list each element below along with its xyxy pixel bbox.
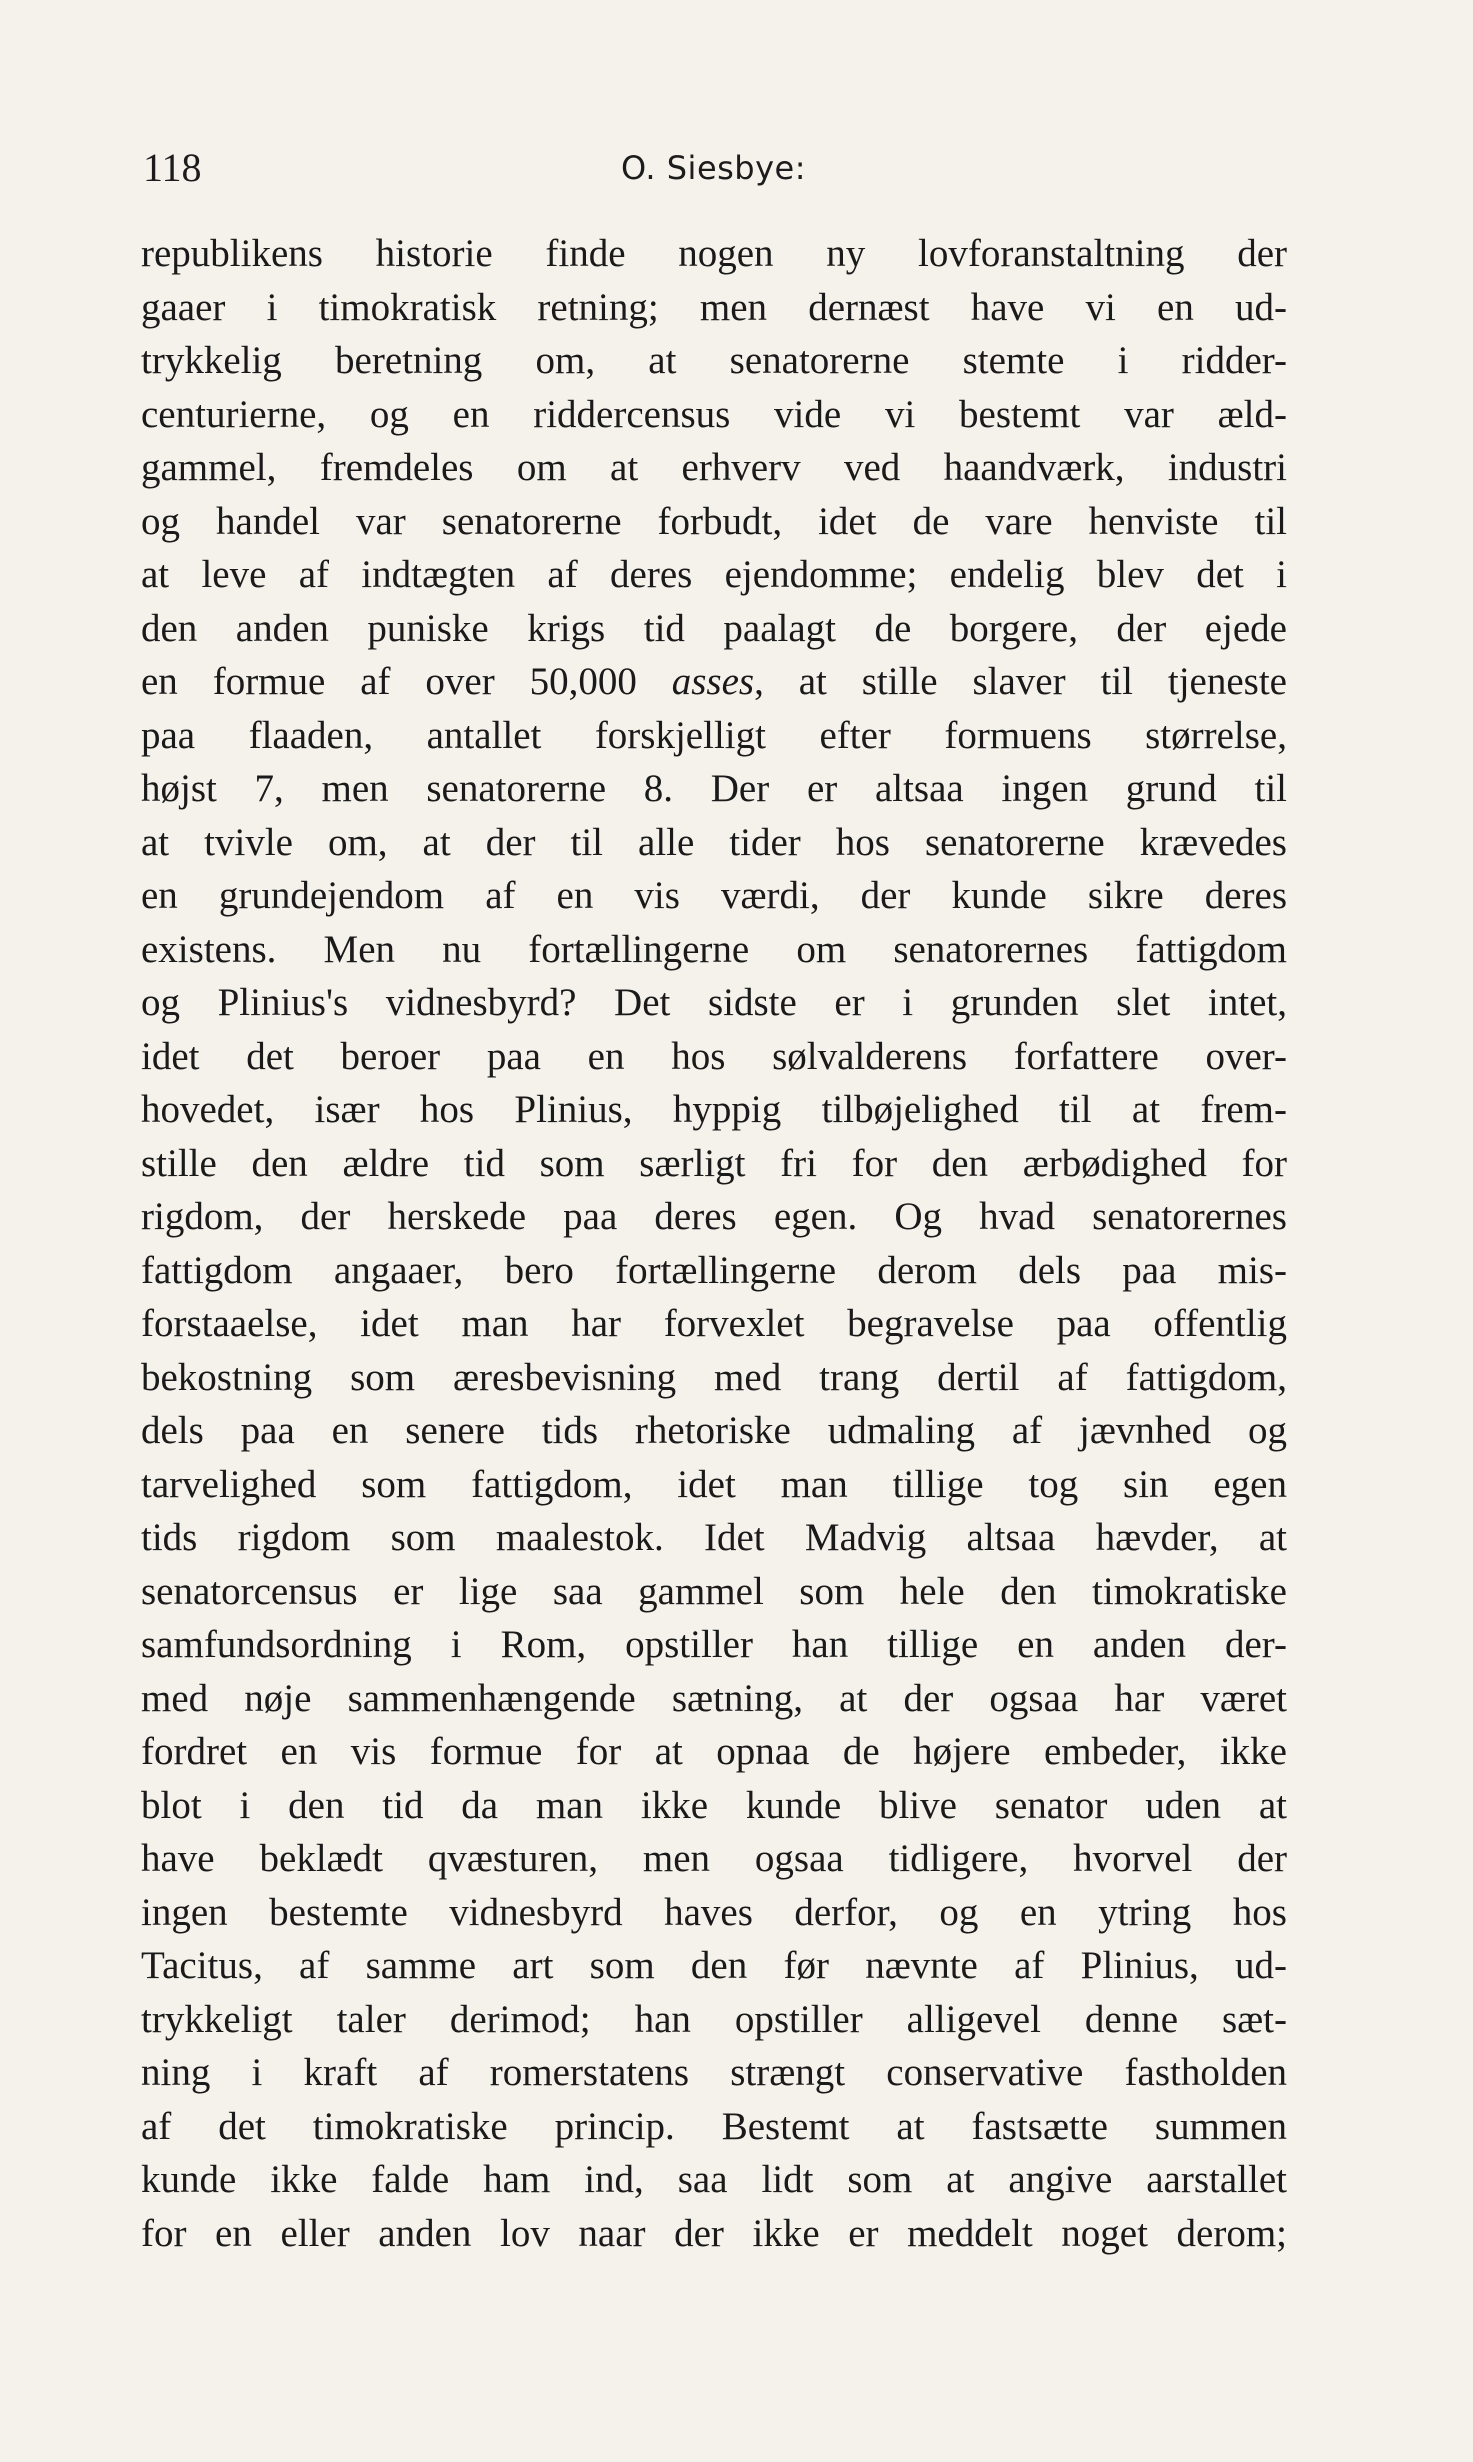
text-line: fattigdom angaaer, bero fortællingerne derom dels paa mis-: [141, 1248, 1287, 1292]
text-line: tids rigdom som maalestok. Idet Madvig altsaa hævder, at: [141, 1516, 1287, 1559]
text-line: samfundsordning i Rom, opstiller han tillige en anden der-: [141, 1623, 1287, 1666]
text-line: blot i den tid da man ikke kunde blive senator uden at: [141, 1783, 1287, 1827]
page-number: 118: [143, 145, 202, 190]
text-line: ingen bestemte vidnesbyrd haves derfor, og en ytring hos: [141, 1890, 1287, 1934]
italic-term: asses: [671, 660, 755, 703]
text-line: republikens historie finde nogen ny lovforanstaltning der: [141, 232, 1287, 275]
running-head: O. Siesbye:: [621, 149, 807, 187]
text-line: trykkeligt taler derimod; han opstiller alligevel denne sæt-: [141, 1997, 1287, 2041]
text-line: stille den ældre tid som særligt fri for den ærbødighed for: [141, 1141, 1287, 1185]
text-line-with-italic: [141, 655, 1287, 709]
text-line: gammel, fremdeles om at erhverv ved haandværk, industri: [141, 446, 1287, 489]
text-line: den anden puniske krigs tid paalagt de borgere, der ejede: [141, 606, 1287, 650]
text-line: og Plinius's vidnesbyrd? Det sidste er i grunden slet intet,: [141, 981, 1287, 1024]
text-line: ning i kraft af romerstatens strængt conservative fastholden: [141, 2051, 1287, 2094]
text-line: tarvelighed som fattigdom, idet man tillige tog sin egen: [141, 1462, 1287, 1506]
text-line: af det timokratiske princip. Bestemt at fastsætte summen: [141, 2104, 1287, 2148]
text-line: dels paa en senere tids rhetoriske udmaling af jævnhed og: [141, 1409, 1287, 1452]
text-segment: en formue af over 50,000: [141, 660, 672, 703]
text-line: senatorcensus er lige saa gammel som hele den timokratiske: [141, 1569, 1287, 1613]
text-line: med nøje sammenhængende sætning, at der ogsaa har været: [141, 1676, 1287, 1720]
text-line: højst 7, men senatorerne 8. Der er altsaa ingen grund til: [141, 767, 1287, 810]
body-text: [141, 227, 1287, 2260]
text-line: for en eller anden lov naar der ikke er meddelt noget derom;: [141, 2211, 1287, 2255]
text-line: rigdom, der herskede paa deres egen. Og hvad senatorernes: [141, 1195, 1287, 1238]
text-line: have beklædt qvæsturen, men ogsaa tidligere, hvorvel der: [141, 1837, 1287, 1880]
text-segment: , at stille slaver til tjeneste: [754, 660, 1287, 703]
text-line: Tacitus, af samme art som den før nævnte af Plinius, ud-: [141, 1944, 1287, 1987]
text-line: bekostning som æresbevisning med trang dertil af fattigdom,: [141, 1355, 1287, 1399]
text-line: en grundejendom af en vis værdi, der kunde sikre deres: [141, 874, 1287, 917]
text-line: kunde ikke falde ham ind, saa lidt som at angive aarstallet: [141, 2158, 1287, 2201]
text-line: forstaaelse, idet man har forvexlet begravelse paa offentlig: [141, 1302, 1287, 1345]
page-header: [143, 138, 1293, 198]
text-line: at leve af indtægten af deres ejendomme; endelig blev det i: [141, 553, 1287, 596]
text-line: trykkelig beretning om, at senatorerne stemte i ridder-: [141, 339, 1287, 382]
text-line: hovedet, især hos Plinius, hyppig tilbøjelighed til at frem-: [141, 1088, 1287, 1131]
text-line: idet det beroer paa en hos sølvalderens forfattere over-: [141, 1034, 1287, 1078]
text-line: at tvivle om, at der til alle tider hos senatorerne krævedes: [141, 820, 1287, 864]
text-line: og handel var senatorerne forbudt, idet de vare henviste til: [141, 499, 1287, 543]
text-line: centurierne, og en riddercensus vide vi bestemt var æld-: [141, 392, 1287, 436]
text-line: gaaer i timokratisk retning; men dernæst have vi en ud-: [141, 285, 1287, 329]
text-line: paa flaaden, antallet forskjelligt efter formuens størrelse,: [141, 713, 1287, 757]
text-line: existens. Men nu fortællingerne om senatorernes fattigdom: [141, 927, 1287, 971]
text-line: fordret en vis formue for at opnaa de højere embeder, ikke: [141, 1730, 1287, 1773]
